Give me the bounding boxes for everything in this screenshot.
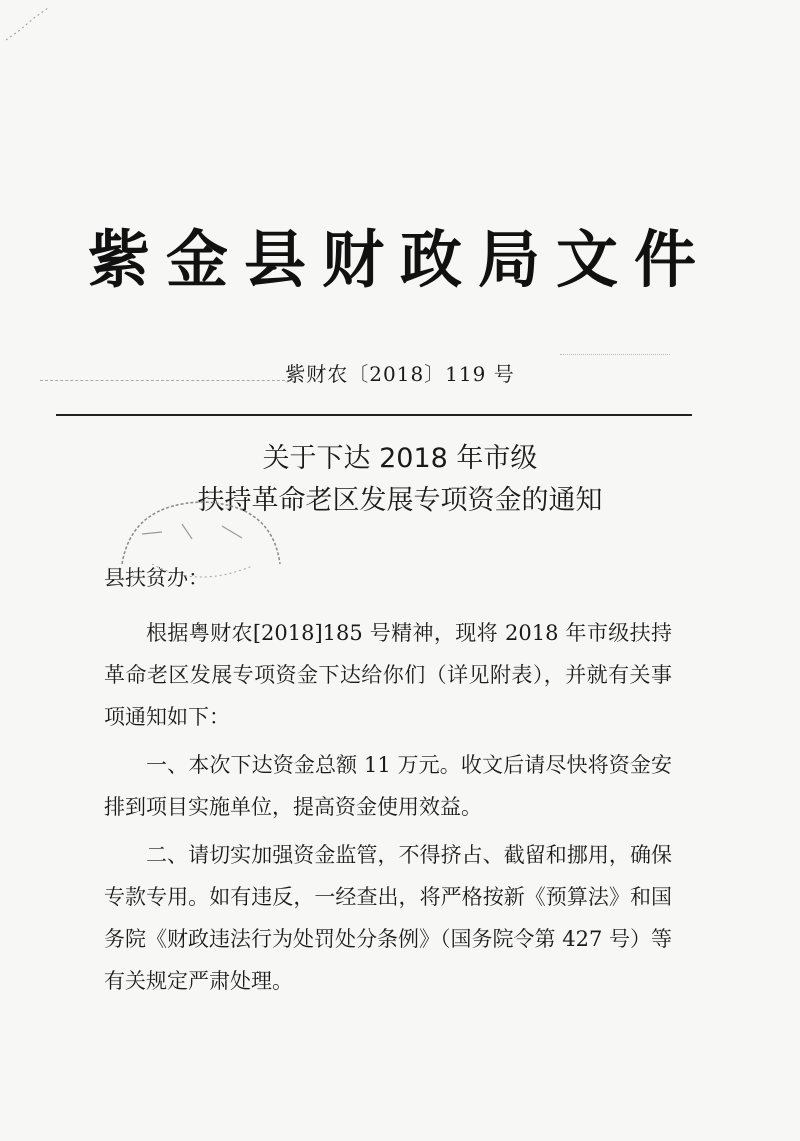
recipient-line: 县扶贫办：	[104, 566, 209, 590]
body-paragraph: 二、请切实加强资金监管，不得挤占、截留和挪用，确保专款专用。如有违反，一经查出，将严格按新《预算法》和国务院《财政违法行为处罚处分条例》（国务院令第 427 号）等有关规定严肃处理。	[104, 843, 672, 993]
document-number: 紫财农〔2018〕119 号	[285, 362, 515, 386]
body-paragraph: 根据粤财农[2018]185 号精神，现将 2018 年市级扶持革命老区发展专项资金下达给你们（详见附表），并就有关事项通知如下：	[104, 621, 672, 729]
scan-artifact-mark	[0, 0, 70, 50]
document-header-title: 紫金县财政局文件	[87, 223, 712, 296]
notice-body	[104, 612, 672, 1008]
notice-title-line2: 扶持革命老区发展专项资金的通知	[197, 485, 603, 516]
scan-artifact-line	[560, 354, 670, 355]
notice-title-line1: 关于下达 2018 年市级	[262, 443, 538, 474]
body-paragraph: 一、本次下达资金总额 11 万元。收文后请尽快将资金安排到项目实施单位，提高资金使用效益。	[104, 753, 672, 819]
header-divider	[56, 414, 692, 416]
